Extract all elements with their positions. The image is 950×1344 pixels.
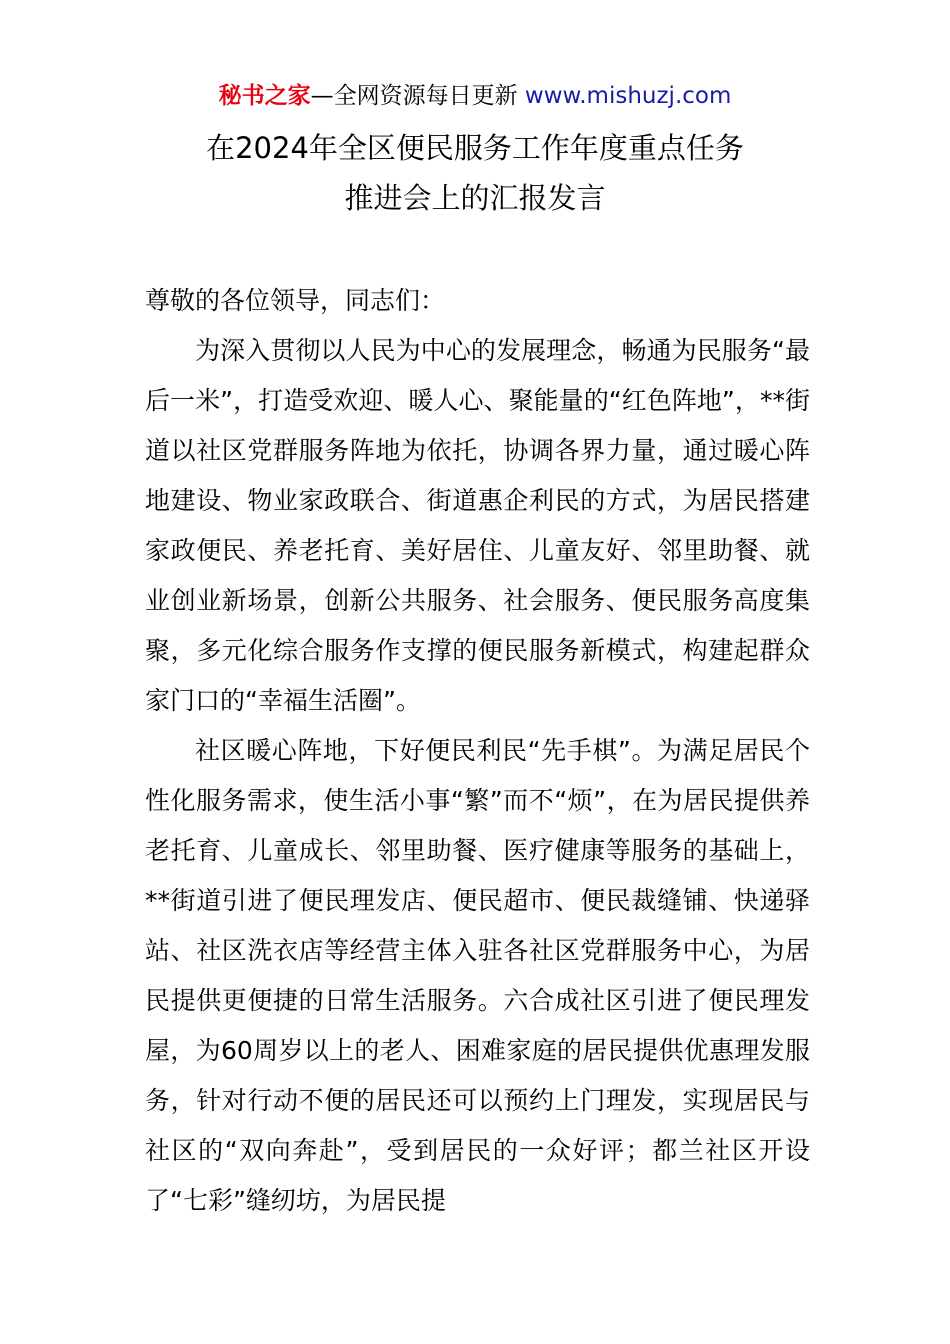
brand-name: 秘书之家 [218, 83, 311, 109]
document-title-line-1: 在2024年全区便民服务工作年度重点任务 [206, 131, 744, 165]
site-url-link[interactable]: www.mishuzj.com [524, 83, 732, 109]
banner-tagline: —全网资源每日更新 [310, 83, 525, 109]
body-paragraph-2: 社区暖心阵地，下好便民利民“先手棋”。为满足居民个性化服务需求，使生活小事“繁”而不“烦”，在为居民提供养老托育、儿童成长、邻里助餐、医疗健康等服务的基础上，**街道引进了便民理发店、便民超市、便民裁缝铺、快递驿站、社区洗衣店等经营主体入驻各社区党群服务中心，为居民提供更便捷的日常生活服务。六合成社区引进了便民理发屋，为60周岁以上的老人、困难家庭的居民提供优惠理发服务，针对行动不便的居民还可以预约上门理发，实现居民与社区的“双向奔赴”，受到居民的一众好评；都兰社区开设了“七彩”缝纫坊，为居民提 [145, 736, 810, 1215]
site-banner [0, 80, 950, 112]
document-title-line-2: 推进会上的汇报发言 [344, 181, 606, 215]
body-paragraph-1: 为深入贯彻以人民为中心的发展理念，畅通为民服务“最后一米”，打造受欢迎、暖人心、聚能量的“红色阵地”，**街道以社区党群服务阵地为依托，协调各界力量，通过暖心阵地建设、物业家政联合、街道惠企利民的方式，为居民搭建家政便民、养老托育、美好居住、儿童友好、邻里助餐、就业创业新场景，创新公共服务、社会服务、便民服务高度集聚，多元化综合服务作支撑的便民服务新模式，构建起群众家门口的“幸福生活圈”。 [145, 336, 810, 715]
document-body [145, 276, 810, 1226]
salutation: 尊敬的各位领导，同志们： [145, 286, 446, 315]
